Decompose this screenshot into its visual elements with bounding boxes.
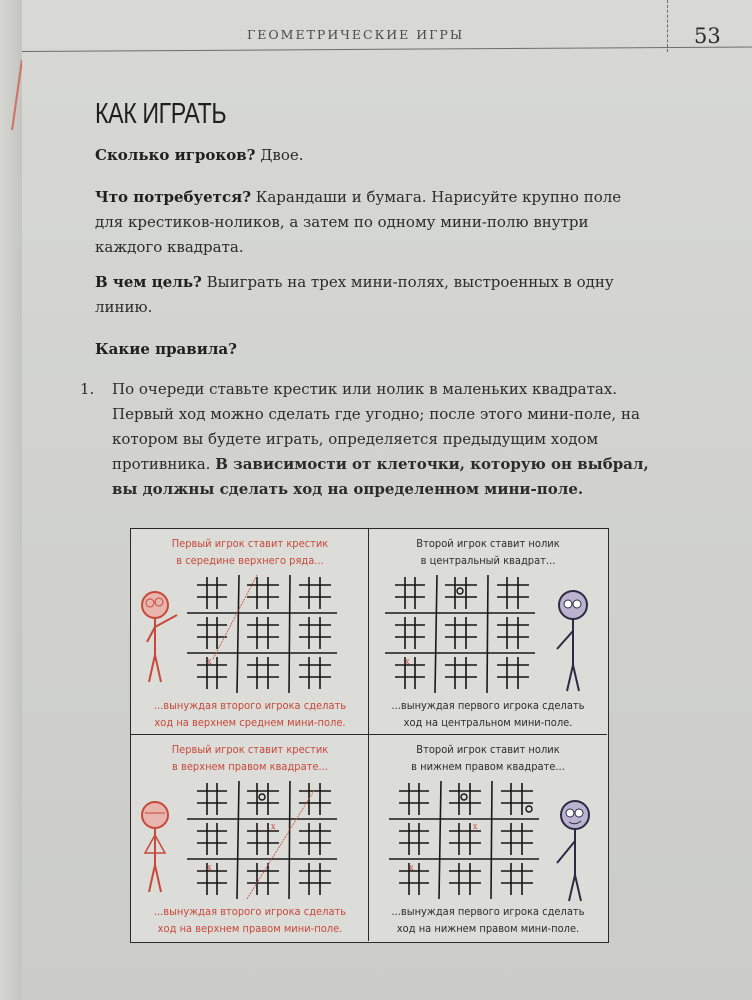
answer: Двое. xyxy=(255,146,304,164)
rules-list xyxy=(80,377,650,502)
ultimate-tictactoe-board-icon xyxy=(389,779,539,899)
panel-2 xyxy=(369,529,607,735)
illustration-figure xyxy=(130,528,609,943)
answer: Карандаши и бумага. Нарисуйте крупно поле для крестиков-ноликов, а затем по одному мини-полю внутри каждого квадрата. xyxy=(95,188,622,256)
purple-stick-figure-icon xyxy=(551,797,599,911)
page-number: 53 xyxy=(694,24,721,48)
panel-4 xyxy=(369,735,607,941)
qa-rules xyxy=(95,337,640,362)
question: Что потребуется? xyxy=(95,188,251,206)
panel-top-caption: Второй игрок ставит нолик в центральный квадрат... xyxy=(416,537,560,567)
book-page xyxy=(22,0,752,1000)
rule-emphasis: В зависимости от клеточки, которую он выбрал, вы должны сделать ход на определенном мини-поле. xyxy=(112,455,649,498)
panel-3 xyxy=(131,735,369,941)
question: Какие правила? xyxy=(95,340,237,358)
rule-body: По очереди ставьте крестик или нолик в маленьких квадратах. Первый ход можно сделать где угодно; после этого мини-поле, на котором вы будете играть, определяется предыдущим ходом противника. xyxy=(112,380,640,473)
purple-stick-figure-icon xyxy=(549,587,597,701)
panel-bottom-caption: ...вынуждая второго игрока сделать ход на верхнем правом мини-поле. xyxy=(153,905,347,935)
red-letter-fragment xyxy=(0,60,23,130)
panel-bottom-caption: ...вынуждая второго игрока сделать ход на верхнем среднем мини-поле. xyxy=(153,699,347,729)
ultimate-tictactoe-board-icon xyxy=(187,573,337,693)
header-rule xyxy=(22,47,752,52)
running-title: ГЕОМЕТРИЧЕСКИЕ ИГРЫ xyxy=(247,27,465,42)
panel-bottom-caption: ...вынуждая первого игрока сделать ход на центральном мини-поле. xyxy=(391,699,585,729)
panel-top-caption: Первый игрок ставит крестик в середине верхнего ряда... xyxy=(171,537,329,567)
ultimate-tictactoe-board-icon xyxy=(187,779,337,899)
panel-top-caption: Второй игрок ставит нолик в нижнем правом квадрате... xyxy=(411,743,565,773)
qa-players xyxy=(95,143,640,168)
red-stick-figure-icon xyxy=(137,587,185,691)
answer: Выиграть на трех мини-полях, выстроенных в одну линию. xyxy=(95,273,614,316)
panel-bottom-caption: ...вынуждая первого игрока сделать ход на нижнем правом мини-поле. xyxy=(391,905,585,935)
running-head xyxy=(22,0,752,55)
svg-text:x: x xyxy=(207,863,212,872)
panel-1 xyxy=(131,529,369,735)
rule-text xyxy=(112,377,650,502)
svg-text:x: x xyxy=(409,863,414,872)
svg-text:x: x xyxy=(473,822,478,831)
ultimate-tictactoe-board-icon xyxy=(385,573,535,693)
dashed-divider xyxy=(667,0,668,52)
section-title: КАК ИГРАТЬ xyxy=(95,98,227,130)
question: В чем цель? xyxy=(95,273,202,291)
svg-text:x: x xyxy=(207,657,212,666)
qa-materials xyxy=(95,185,640,260)
question: Сколько игроков? xyxy=(95,146,256,164)
svg-text:x: x xyxy=(271,822,276,831)
svg-text:x: x xyxy=(405,657,410,666)
panel-top-caption: Первый игрок ставит крестик в верхнем правом квадрате... xyxy=(171,743,329,773)
qa-goal xyxy=(95,270,640,320)
rule-number: 1. xyxy=(80,380,95,398)
previous-page-edge xyxy=(0,0,23,1000)
red-stick-figure-icon xyxy=(137,797,185,901)
